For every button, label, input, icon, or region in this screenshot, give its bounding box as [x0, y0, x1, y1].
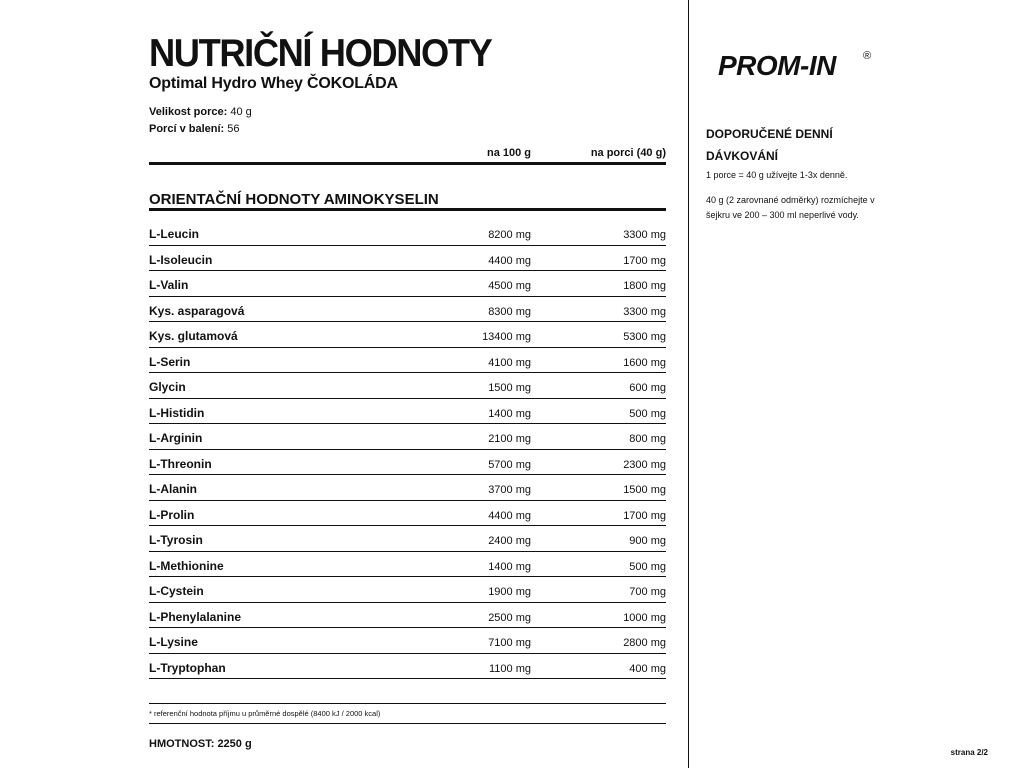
value-per-100g: 4500 mg — [488, 280, 531, 292]
header-rule — [149, 162, 666, 165]
amino-acid-name: L-Tyrosin — [149, 533, 203, 547]
amino-acid-name: L-Prolin — [149, 507, 195, 522]
value-per-100g: 3700 mg — [488, 484, 531, 496]
dosage-title: DOPORUČENÉ DENNÍ DÁVKOVÁNÍ — [706, 127, 833, 163]
nutrition-panel — [149, 0, 666, 768]
table-row — [149, 424, 666, 450]
value-per-portion: 1600 mg — [623, 356, 666, 369]
table-row — [149, 501, 666, 527]
amino-acid-name: L-Tryptophan — [149, 660, 226, 675]
value-per-portion: 5300 mg — [623, 331, 666, 343]
value-per-portion: 3300 mg — [623, 305, 666, 318]
value-per-portion: 1500 mg — [623, 484, 666, 496]
table-row — [149, 552, 666, 578]
value-per-100g: 1100 mg — [489, 662, 531, 675]
value-per-100g: 1400 mg — [488, 407, 531, 420]
portion-count — [149, 123, 240, 135]
amino-acid-name: L-Arginin — [149, 431, 203, 445]
info-panel — [706, 0, 1006, 768]
table-row — [149, 246, 666, 272]
table-row — [149, 577, 666, 603]
table-row — [149, 603, 666, 629]
value-per-portion: 1700 mg — [623, 509, 666, 522]
value-per-portion: 1800 mg — [623, 280, 666, 292]
amino-acid-name: L-Histidin — [149, 405, 205, 420]
amino-acid-name: Kys. asparagová — [149, 303, 245, 318]
value-per-100g: 5700 mg — [488, 458, 531, 471]
dosage-portion-text: 1 porce = 40 g užívejte 1-3x denně. — [706, 170, 848, 180]
portion-count-value: 56 — [227, 123, 240, 135]
value-per-100g: 1500 mg — [488, 382, 531, 394]
value-per-100g: 13400 mg — [482, 331, 531, 343]
section-rule — [149, 208, 666, 211]
amino-acid-name: L-Cystein — [149, 584, 204, 598]
product-name: Optimal Hydro Whey ČOKOLÁDA — [149, 75, 398, 92]
value-per-100g: 8300 mg — [488, 305, 531, 318]
value-per-100g: 2400 mg — [488, 535, 531, 547]
portion-size-label: Velikost porce: — [149, 106, 228, 118]
table-row — [149, 220, 666, 246]
section-title: ORIENTAČNÍ HODNOTY AMINOKYSELIN — [149, 191, 439, 208]
value-per-portion: 800 mg — [629, 433, 666, 445]
amino-acid-name: L-Threonin — [149, 456, 212, 471]
value-per-portion: 700 mg — [629, 586, 666, 598]
table-row — [149, 628, 666, 654]
amino-acid-name: L-Leucin — [149, 227, 199, 241]
table-row — [149, 526, 666, 552]
table-row — [149, 399, 666, 425]
weight-rule — [149, 723, 666, 724]
value-per-100g: 1400 mg — [488, 560, 531, 573]
table-row — [149, 475, 666, 501]
value-per-100g: 8200 mg — [488, 229, 531, 241]
net-weight: HMOTNOST: 2250 g — [149, 738, 252, 750]
value-per-100g: 4400 mg — [488, 509, 531, 522]
value-per-portion: 900 mg — [629, 535, 666, 547]
amino-acid-name: L-Methionine — [149, 558, 224, 573]
column-header-per-portion: na porci (40 g) — [590, 147, 666, 159]
value-per-portion: 1000 mg — [623, 611, 666, 624]
page-title: NUTRIČNÍ HODNOTY — [149, 32, 492, 75]
amino-acid-name: Kys. glutamová — [149, 329, 238, 343]
page-number: strana 2/2 — [950, 748, 988, 757]
registered-mark: ® — [863, 50, 872, 62]
dosage-preparation-text: 40 g (2 zarovnané odměrky) rozmíchejte v šejkru ve 200 – 300 ml neperlivé vody. — [706, 195, 875, 220]
value-per-portion: 400 mg — [629, 662, 666, 675]
brand-logo: PROM-IN — [718, 50, 836, 81]
value-per-100g: 2500 mg — [488, 611, 531, 624]
table-row — [149, 322, 666, 348]
footnote-rule — [149, 703, 666, 704]
value-per-portion: 500 mg — [629, 407, 666, 420]
value-per-portion: 500 mg — [629, 560, 666, 573]
value-per-100g: 4400 mg — [488, 254, 531, 267]
value-per-portion: 3300 mg — [623, 229, 666, 241]
value-per-100g: 1900 mg — [488, 586, 531, 598]
amino-acid-name: L-Isoleucin — [149, 252, 213, 267]
table-row — [149, 450, 666, 476]
value-per-portion: 2800 mg — [623, 637, 666, 649]
value-per-100g: 2100 mg — [488, 433, 531, 445]
amino-acid-name: L-Alanin — [149, 482, 197, 496]
table-row — [149, 654, 666, 680]
value-per-100g: 7100 mg — [488, 637, 531, 649]
amino-acid-name: L-Serin — [149, 354, 191, 369]
table-row — [149, 271, 666, 297]
amino-acid-name: L-Phenylalanine — [149, 609, 242, 624]
value-per-portion: 600 mg — [629, 382, 666, 394]
amino-acid-name: Glycin — [149, 380, 186, 394]
table-row — [149, 348, 666, 374]
footnote: * referenční hodnota příjmu u průměrné dospělé (8400 kJ / 2000 kcal) — [149, 709, 381, 718]
column-divider — [688, 0, 689, 768]
portion-count-label: Porcí v balení: — [149, 123, 225, 135]
value-per-portion: 1700 mg — [623, 254, 666, 267]
amino-acid-name: L-Valin — [149, 278, 189, 292]
amino-acid-table — [149, 220, 666, 679]
column-header-per-100g: na 100 g — [486, 147, 531, 159]
value-per-portion: 2300 mg — [623, 458, 666, 471]
table-row — [149, 297, 666, 323]
amino-acid-name: L-Lysine — [149, 635, 198, 649]
portion-size-value: 40 g — [230, 106, 252, 118]
portion-size — [149, 106, 252, 118]
table-row — [149, 373, 666, 399]
value-per-100g: 4100 mg — [488, 356, 531, 369]
